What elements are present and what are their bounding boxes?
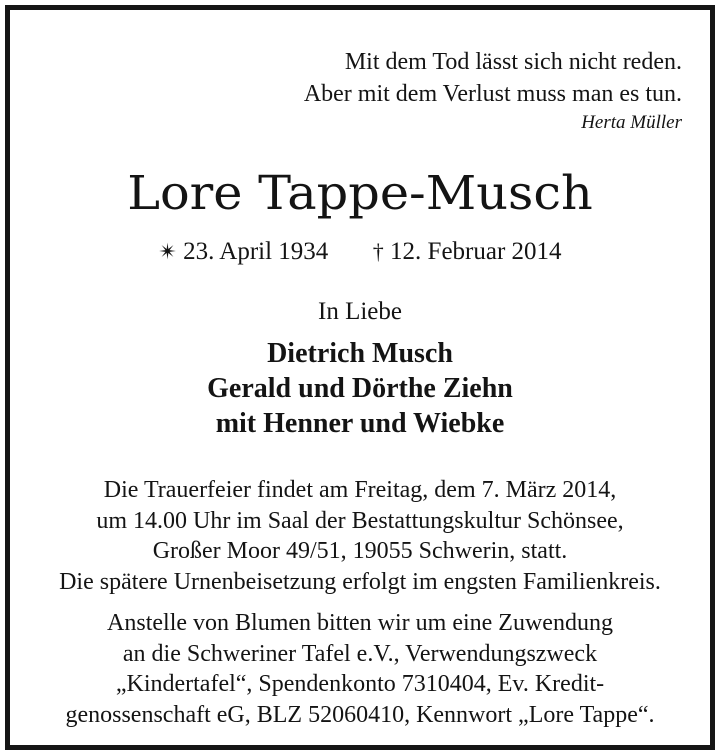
mourner-name: Dietrich Musch: [267, 338, 453, 369]
birth-star-icon: ✴: [158, 239, 177, 264]
funeral-line: Die Trauerfeier findet am Freitag, dem 7. März 2014,: [103, 477, 617, 503]
birth-date: 23. April 1934: [183, 238, 329, 265]
funeral-line: um 14.00 Uhr im Saal der Bestattungskultur Schönsee,: [96, 507, 624, 534]
mourner-name: mit Henner und Wiebke: [215, 408, 505, 439]
donation-line: „Kindertafel“, Spendenkonto 7310404, Ev. Kredit-: [115, 671, 605, 697]
mourner-names: [10, 336, 710, 441]
quote-line-1: Mit dem Tod lässt sich nicht reden.: [344, 49, 682, 75]
deceased-name: Lore Tappe-Musch: [127, 166, 593, 221]
death-date: 12. Februar 2014: [390, 238, 562, 265]
death-cross-icon: †: [372, 239, 384, 264]
donation-line: Anstelle von Blumen bitten wir um eine Zuwendung: [107, 610, 613, 636]
funeral-line: Die spätere Urnenbeisetzung erfolgt im engsten Familienkreis.: [59, 568, 661, 595]
obituary-frame: [5, 5, 715, 750]
funeral-details: [10, 475, 710, 597]
funeral-line: Großer Moor 49/51, 19055 Schwerin, statt.: [152, 538, 568, 564]
epigraph-quote: [304, 46, 682, 136]
donation-request: [10, 608, 710, 730]
quote-line-2: Aber mit dem Verlust muss man es tun.: [303, 81, 682, 107]
donation-line: an die Schweriner Tafel e.V., Verwendungszweck: [122, 640, 598, 667]
mourner-name: Gerald und Dörthe Ziehn: [207, 373, 513, 404]
life-dates: [10, 236, 710, 268]
donation-line: genossenschaft eG, BLZ 52060410, Kennwort „Lore Tappe“.: [65, 701, 655, 728]
mourning-intro: In Liebe: [318, 298, 402, 325]
quote-author: Herta Müller: [581, 112, 682, 133]
